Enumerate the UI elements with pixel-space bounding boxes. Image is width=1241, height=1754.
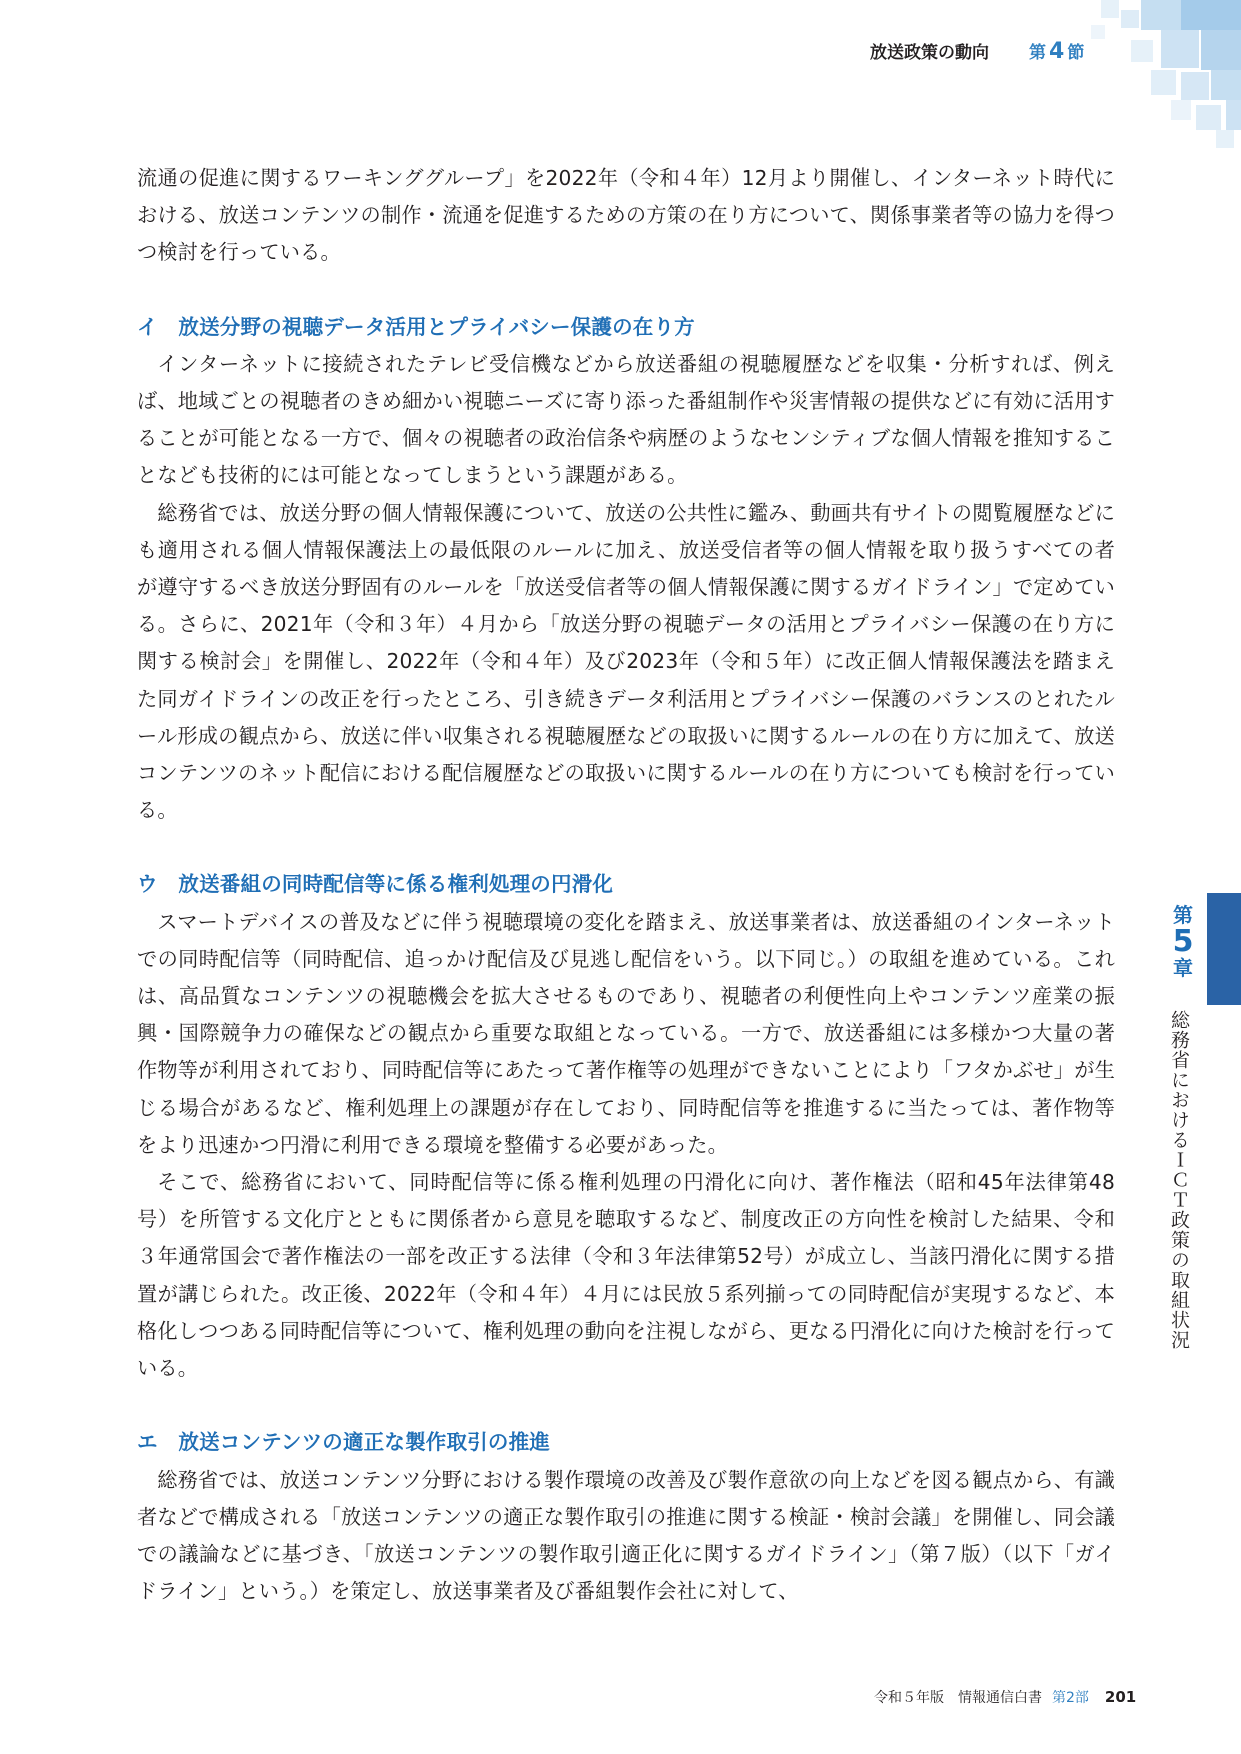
- running-header: [870, 38, 1084, 64]
- chapter-number: 5: [1172, 924, 1194, 959]
- paragraph: 流通の促進に関するワーキンググループ」を2022年（令和４年）12月より開催し、インターネット時代における、放送コンテンツの制作・流通を促進するための方策の在り方について、関係事業者等の協力を得つつ検討を行っている。: [137, 166, 1115, 265]
- section-heading: エ 放送コンテンツの適正な製作取引の推進: [137, 1430, 550, 1455]
- decoration-tile: [1211, 70, 1241, 100]
- decoration-tile: [1161, 30, 1199, 68]
- section-number: 4: [1049, 39, 1065, 64]
- decoration-tile: [1196, 105, 1221, 130]
- decoration-tile: [1226, 100, 1241, 130]
- section-heading: ウ 放送番組の同時配信等に係る権利処理の円滑化: [137, 872, 614, 897]
- publication-title: 令和５年版 情報通信白書: [874, 1690, 1042, 1706]
- decoration-tile: [1171, 100, 1191, 120]
- paragraph: 総務省では、放送コンテンツ分野における製作環境の改善及び製作意欲の向上などを図る観点から、有識者などで構成される「放送コンテンツの適正な製作取引の推進に関する検証・検討会議」を開催し、同会議での議論などに基づき、「放送コンテンツの製作取引適正化に関するガイドライン」（第７版）（以下「ガイドライン」という。）を策定し、放送事業者及び番組製作会社に対して、: [137, 1467, 1115, 1604]
- page-number: 201: [1104, 1688, 1137, 1706]
- paragraph: スマートデバイスの普及などに伴う視聴環境の変化を踏まえ、放送事業者は、放送番組のインターネットでの同時配信等（同時配信、追っかけ配信及び見逃し配信をいう。以下同じ。）の取組を進めている。これは、高品質なコンテンツの視聴機会を拡大させるものであり、視聴者の利便性向上やコンテンツ産業の振興・国際競争力の確保などの観点から重要な取組となっている。一方で、放送番組には多様かつ大量の著作物等が利用されており、同時配信等にあたって著作権等の処理ができないことにより「フタかぶせ」が生じる場合があるなど、権利処理上の課題が存在しており、同時配信等を推進するに当たっては、著作物等をより迅速かつ円滑に利用できる環境を整備する必要があった。: [137, 909, 1115, 1157]
- decoration-tile: [1141, 0, 1181, 30]
- decoration-tile: [1121, 10, 1139, 28]
- decoration-tile: [1101, 0, 1119, 18]
- decoration-tile: [1181, 0, 1241, 30]
- page-footer: [874, 1687, 1136, 1707]
- paragraph-gap: [137, 272, 1115, 309]
- chapter-label: 第 5 章: [1163, 905, 1203, 979]
- chapter-title: 総務省におけるＩＣＴ政策の取組状況: [1168, 1010, 1190, 1350]
- decoration-tile: [1201, 30, 1241, 70]
- decoration-tile: [1181, 72, 1209, 100]
- section-title: 放送政策の動向: [870, 43, 989, 63]
- paragraph-gap: [137, 829, 1115, 866]
- decoration-tile: [1131, 40, 1153, 62]
- decoration-tile: [1151, 70, 1176, 95]
- decoration-tile: [1216, 130, 1234, 148]
- body-text: [137, 160, 1115, 1610]
- paragraph: インターネットに接続されたテレビ受信機などから放送番組の視聴履歴などを収集・分析すれば、例えば、地域ごとの視聴者のきめ細かい視聴ニーズに寄り添った番組制作や災害情報の提供などに有効に活用することが可能となる一方で、個々の視聴者の政治信条や病歴のようなセンシティブな個人情報を推知することなども技術的には可能となってしまうという課題がある。: [137, 351, 1115, 488]
- decoration-tile: [1091, 25, 1105, 39]
- part-label: 第2部: [1052, 1690, 1089, 1706]
- paragraph: そこで、総務省において、同時配信等に係る権利処理の円滑化に向け、著作権法（昭和45年法律第48号）を所管する文化庁とともに関係者から意見を聴取するなど、制度改正の方向性を検討した結果、令和３年通常国会で著作権法の一部を改正する法律（令和３年法律第52号）が成立し、当該円滑化に関する措置が講じられた。改正後、2022年（令和４年）４月には民放５系列揃っての同時配信が実現するなど、本格化しつつある同時配信等について、権利処理の動向を注視しながら、更なる円滑化に向けた検討を行っている。: [137, 1170, 1115, 1381]
- header-decoration: [1031, 0, 1241, 150]
- section-heading: イ 放送分野の視聴データ活用とプライバシー保護の在り方: [137, 314, 695, 339]
- section-number-label: 第 4 節: [1029, 39, 1085, 64]
- paragraph-gap: [137, 1387, 1115, 1424]
- paragraph: 総務省では、放送分野の個人情報保護について、放送の公共性に鑑み、動画共有サイトの閲覧履歴などにも適用される個人情報保護法上の最低限のルールに加え、放送受信者等の個人情報を取り扱うすべての者が遵守するべき放送分野固有のルールを「放送受信者等の個人情報保護に関するガイドライン」で定めている。さらに、2021年（令和３年）４月から「放送分野の視聴データの活用とプライバシー保護の在り方に関する検討会」を開催し、2022年（令和４年）及び2023年（令和５年）に改正個人情報保護法を踏まえた同ガイドラインの改正を行ったところ、引き続きデータ利活用とプライバシー保護のバランスのとれたルール形成の観点から、放送に伴い収集される視聴履歴などの取扱いに関するルールの在り方に加えて、放送コンテンツのネット配信における配信履歴などの取扱いに関するルールの在り方についても検討を行っている。: [137, 500, 1115, 823]
- chapter-tab: [1207, 893, 1241, 1005]
